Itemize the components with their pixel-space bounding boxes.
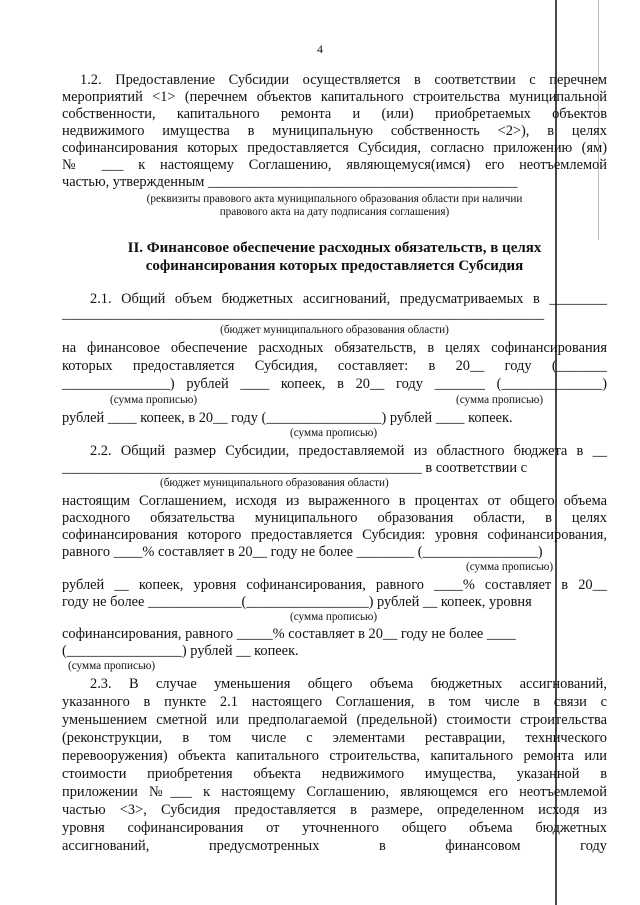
- paragraph-2-3-line: частью <3>, Субсидия предоставляется в размере, определенном исходя из: [62, 802, 607, 818]
- page-number: 4: [317, 42, 323, 56]
- paragraph-2-3-line: перевооружения) объекта капитального строительства, капитального ремонта или: [62, 748, 607, 764]
- footnote-caption: (сумма прописью): [456, 394, 544, 406]
- paragraph-1-2-line: собственности, капитального ремонта и (или) приобретаемых объектов: [62, 106, 607, 122]
- paragraph-2-2-line: году не более _____________(_________________) рублей __ копеек, уровня: [62, 594, 532, 610]
- paragraph-2-1-line: рублей ____ копеек, в 20__ году (________________) рублей ____ копеек.: [62, 410, 513, 426]
- paragraph-2-2-line: настоящим Соглашением, исходя из выраженного в процентах от общего объема: [62, 493, 607, 509]
- footnote-caption: правового акта на дату подписания соглашения): [219, 206, 450, 218]
- footnote-caption: (бюджет муниципального образования области): [160, 477, 389, 489]
- paragraph-1-2-line: недвижимого имущества в муниципальную собственность <2>), в целях: [62, 123, 607, 139]
- footnote-caption: (сумма прописью): [110, 394, 198, 406]
- paragraph-2-1-line: 2.1. Общий объем бюджетных ассигнований, предусматриваемых в ________: [90, 291, 607, 307]
- paragraph-2-2-line: равного ____% составляет в 20__ году не более ________ (________________): [62, 544, 543, 560]
- paragraph-2-3-line: (реконструкции, в том числе с элементами реставрации, технического: [62, 730, 607, 746]
- paragraph-2-3-line: уменьшением сметной или предполагаемой (предельной) стоимости строительства: [62, 712, 607, 728]
- paragraph-2-2-line: (________________) рублей __ копеек.: [62, 643, 299, 659]
- paragraph-2-3-line: приложении №___ к настоящему Соглашению, являющемся его неотъемлемой: [62, 784, 607, 800]
- section-heading: II. Финансовое обеспечение расходных обязательств, в целях: [127, 240, 542, 256]
- paragraph-1-2-line: мероприятий <1> (перечнем объектов капитального строительства муниципальной: [62, 89, 607, 105]
- footnote-caption: (реквизиты правового акта муниципального образования области при наличии: [146, 193, 523, 205]
- paragraph-2-2-line: расходного обязательства муниципального образования области, в целях: [62, 510, 607, 526]
- paragraph-2-2-line: рублей __ копеек, уровня софинансирования, равного ____% составляет в 20__: [62, 577, 607, 593]
- paragraph-1-2-line: частью, утвержденным ___________________________________________: [62, 174, 518, 190]
- paragraph-2-3-line: 2.3. В случае уменьшения общего объема бюджетных ассигнований,: [90, 676, 607, 692]
- footnote-caption: (бюджет муниципального образования области): [220, 324, 449, 336]
- paragraph-2-3-line: стоимости приобретения объекта недвижимого имущества, указанной в: [62, 766, 607, 782]
- paragraph-2-1-line: _______________) рублей ____ копеек, в 20__ году _______ (______________): [62, 376, 607, 392]
- footnote-caption: (сумма прописью): [290, 611, 378, 623]
- paragraph-2-3-line: ассигнований, предусмотренных в финансовом году: [62, 838, 607, 854]
- section-heading: софинансирования которых предоставляется Субсидия: [145, 258, 524, 274]
- paragraph-2-2-line: софинансирования которого предоставляется Субсидия: уровня софинансирования,: [62, 527, 607, 543]
- footnote-caption: (сумма прописью): [68, 660, 156, 672]
- paragraph-2-1-line: ___________________________________________________________________: [62, 306, 545, 322]
- paragraph-1-2-line: софинансирования которых предоставляется Субсидия, согласно приложению (ям): [62, 140, 607, 156]
- paragraph-2-2-line: софинансирования, равного _____% составляет в 20__ году не более ____: [62, 626, 516, 642]
- paragraph-2-1-line: которых предоставляется Субсидия, составляет: в 20__ году (_______: [62, 358, 607, 374]
- paragraph-1-2-line: № ___ к настоящему Соглашению, являющемуся(имся) его неотъемлемой: [62, 157, 607, 173]
- paragraph-2-2-line: 2.2. Общий размер Субсидии, предоставляемой из областного бюджета в __: [90, 443, 607, 459]
- paragraph-2-3-line: уровня софинансирования от уточненного общего объема бюджетных: [62, 820, 607, 836]
- paragraph-2-2-line: __________________________________________________ в соответствии с: [62, 460, 528, 476]
- paragraph-1-2-line: 1.2. Предоставление Субсидии осуществляется в соответствии с перечнем: [80, 72, 607, 88]
- footnote-caption: (сумма прописью): [466, 561, 554, 573]
- paragraph-2-1-line: на финансовое обеспечение расходных обязательств, в целях софинансирования: [62, 340, 607, 356]
- paragraph-2-3-line: указанного в пункте 2.1 настоящего Соглашения, в том числе в связи с: [62, 694, 607, 710]
- footnote-caption: (сумма прописью): [290, 427, 378, 439]
